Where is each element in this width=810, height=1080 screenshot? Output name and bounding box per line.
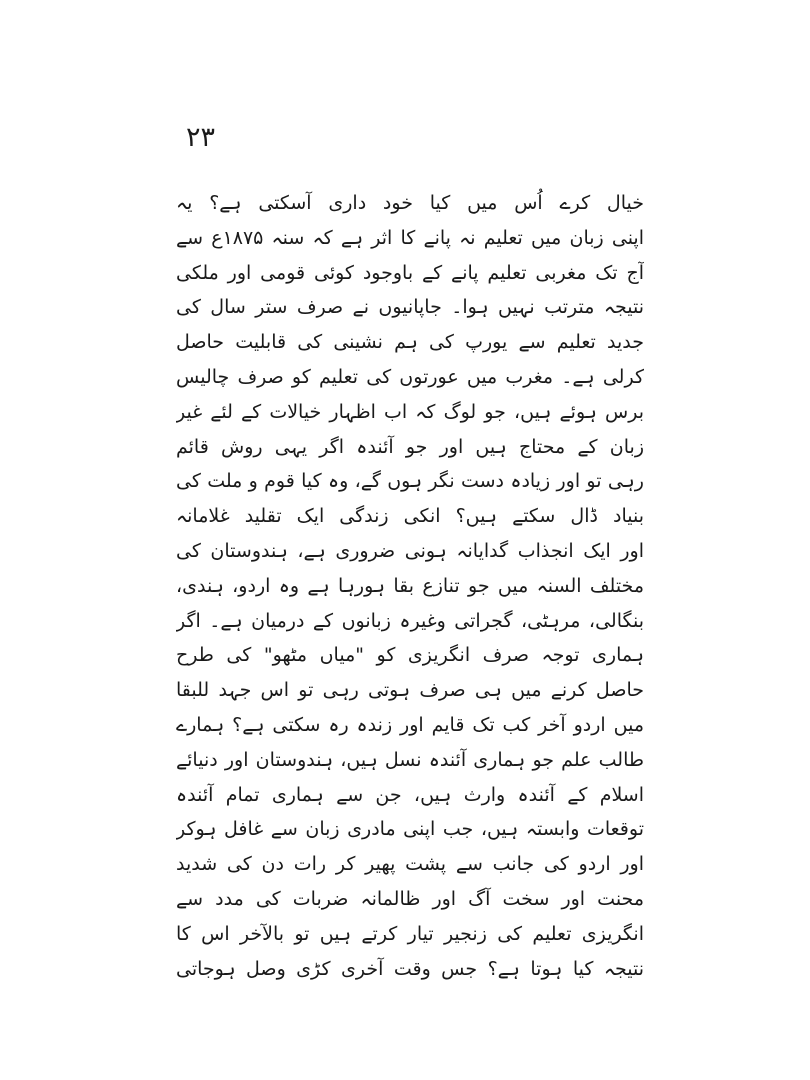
text-line: بنگالی، مرہٹی، گجراتی وغیرہ زبانوں کے درمیان ہے۔ اگر: [176, 609, 644, 632]
text-line: حاصل کرنے میں ہی صرف ہوتی رہی تو اس جہد للبقا: [176, 679, 644, 702]
text-line: برس ہوئے ہیں، جو لوگ کہ اب اظہار خیالات کے لئے غیر: [176, 400, 644, 423]
text-line: نتیجہ کیا ہوتا ہے؟ جس وقت آخری کڑی وصل ہوجاتی: [176, 957, 644, 980]
text-line: اسلام کے آئندہ وارث ہیں، جن سے ہماری تمام آئندہ: [176, 783, 644, 806]
text-line: رہی تو اور زیادہ دست نگر ہوں گے، وہ کیا قوم و ملت کی: [176, 470, 644, 493]
text-line: جدید تعلیم سے یورپ کی ہم نشینی کی قابلیت حاصل: [176, 331, 644, 354]
text-line: توقعات وابستہ ہیں، جب اپنی مادری زبان سے غافل ہوکر: [176, 818, 644, 841]
text-line: میں اردو آخر کب تک قایم اور زندہ رہ سکتی ہے؟ ہمارے: [176, 713, 644, 736]
text-line: کرلی ہے۔ مغرب میں عورتوں کی تعلیم کو صرف چالیس: [176, 365, 644, 388]
text-line: اور ایک انجذاب گدایانہ ہونی ضروری ہے، ہندوستان کی: [176, 539, 644, 562]
text-line: آج تک مغربی تعلیم پانے کے باوجود کوئی قومی اور ملکی: [176, 261, 644, 284]
text-line: زبان کے محتاج ہیں اور جو آئندہ اگر یہی روش قائم: [176, 435, 644, 458]
text-line: اپنی زبان میں تعلیم نہ پانے کا اثر ہے کہ سنہ ۱۸۷۵ع سے: [176, 226, 644, 249]
text-line: انگریزی تعلیم کی زنجیر تیار کرتے ہیں تو بالآخر اس کا: [176, 922, 644, 945]
body-text: [176, 186, 644, 986]
text-line: محنت اور سخت آگ اور ظالمانہ ضربات کی مدد سے: [176, 887, 644, 910]
text-line: اور اردو کی جانب سے پشت پھیر کر رات دن کی شدید: [176, 853, 644, 876]
text-line: طالب علم جو ہماری آئندہ نسل ہیں، ہندوستان اور دنیائے: [176, 748, 644, 771]
text-line: مختلف السنہ میں جو تنازع بقا ہورہا ہے وہ اردو، ہندی،: [176, 574, 644, 597]
text-line: ہماری توجہ صرف انگریزی کو "میاں مٹھو" کی طرح: [176, 644, 644, 667]
page-number: ٢٣: [186, 122, 216, 153]
text-line: نتیجہ مترتب نہیں ہوا۔ جاپانیوں نے صرف ستر سال کی: [176, 296, 644, 319]
text-line: خیال کرے اُس میں کیا خود داری آسکتی ہے؟ یہ: [176, 192, 644, 214]
text-line: بنیاد ڈال سکتے ہیں؟ انکی زندگی ایک تقلید غلامانہ: [176, 505, 644, 528]
